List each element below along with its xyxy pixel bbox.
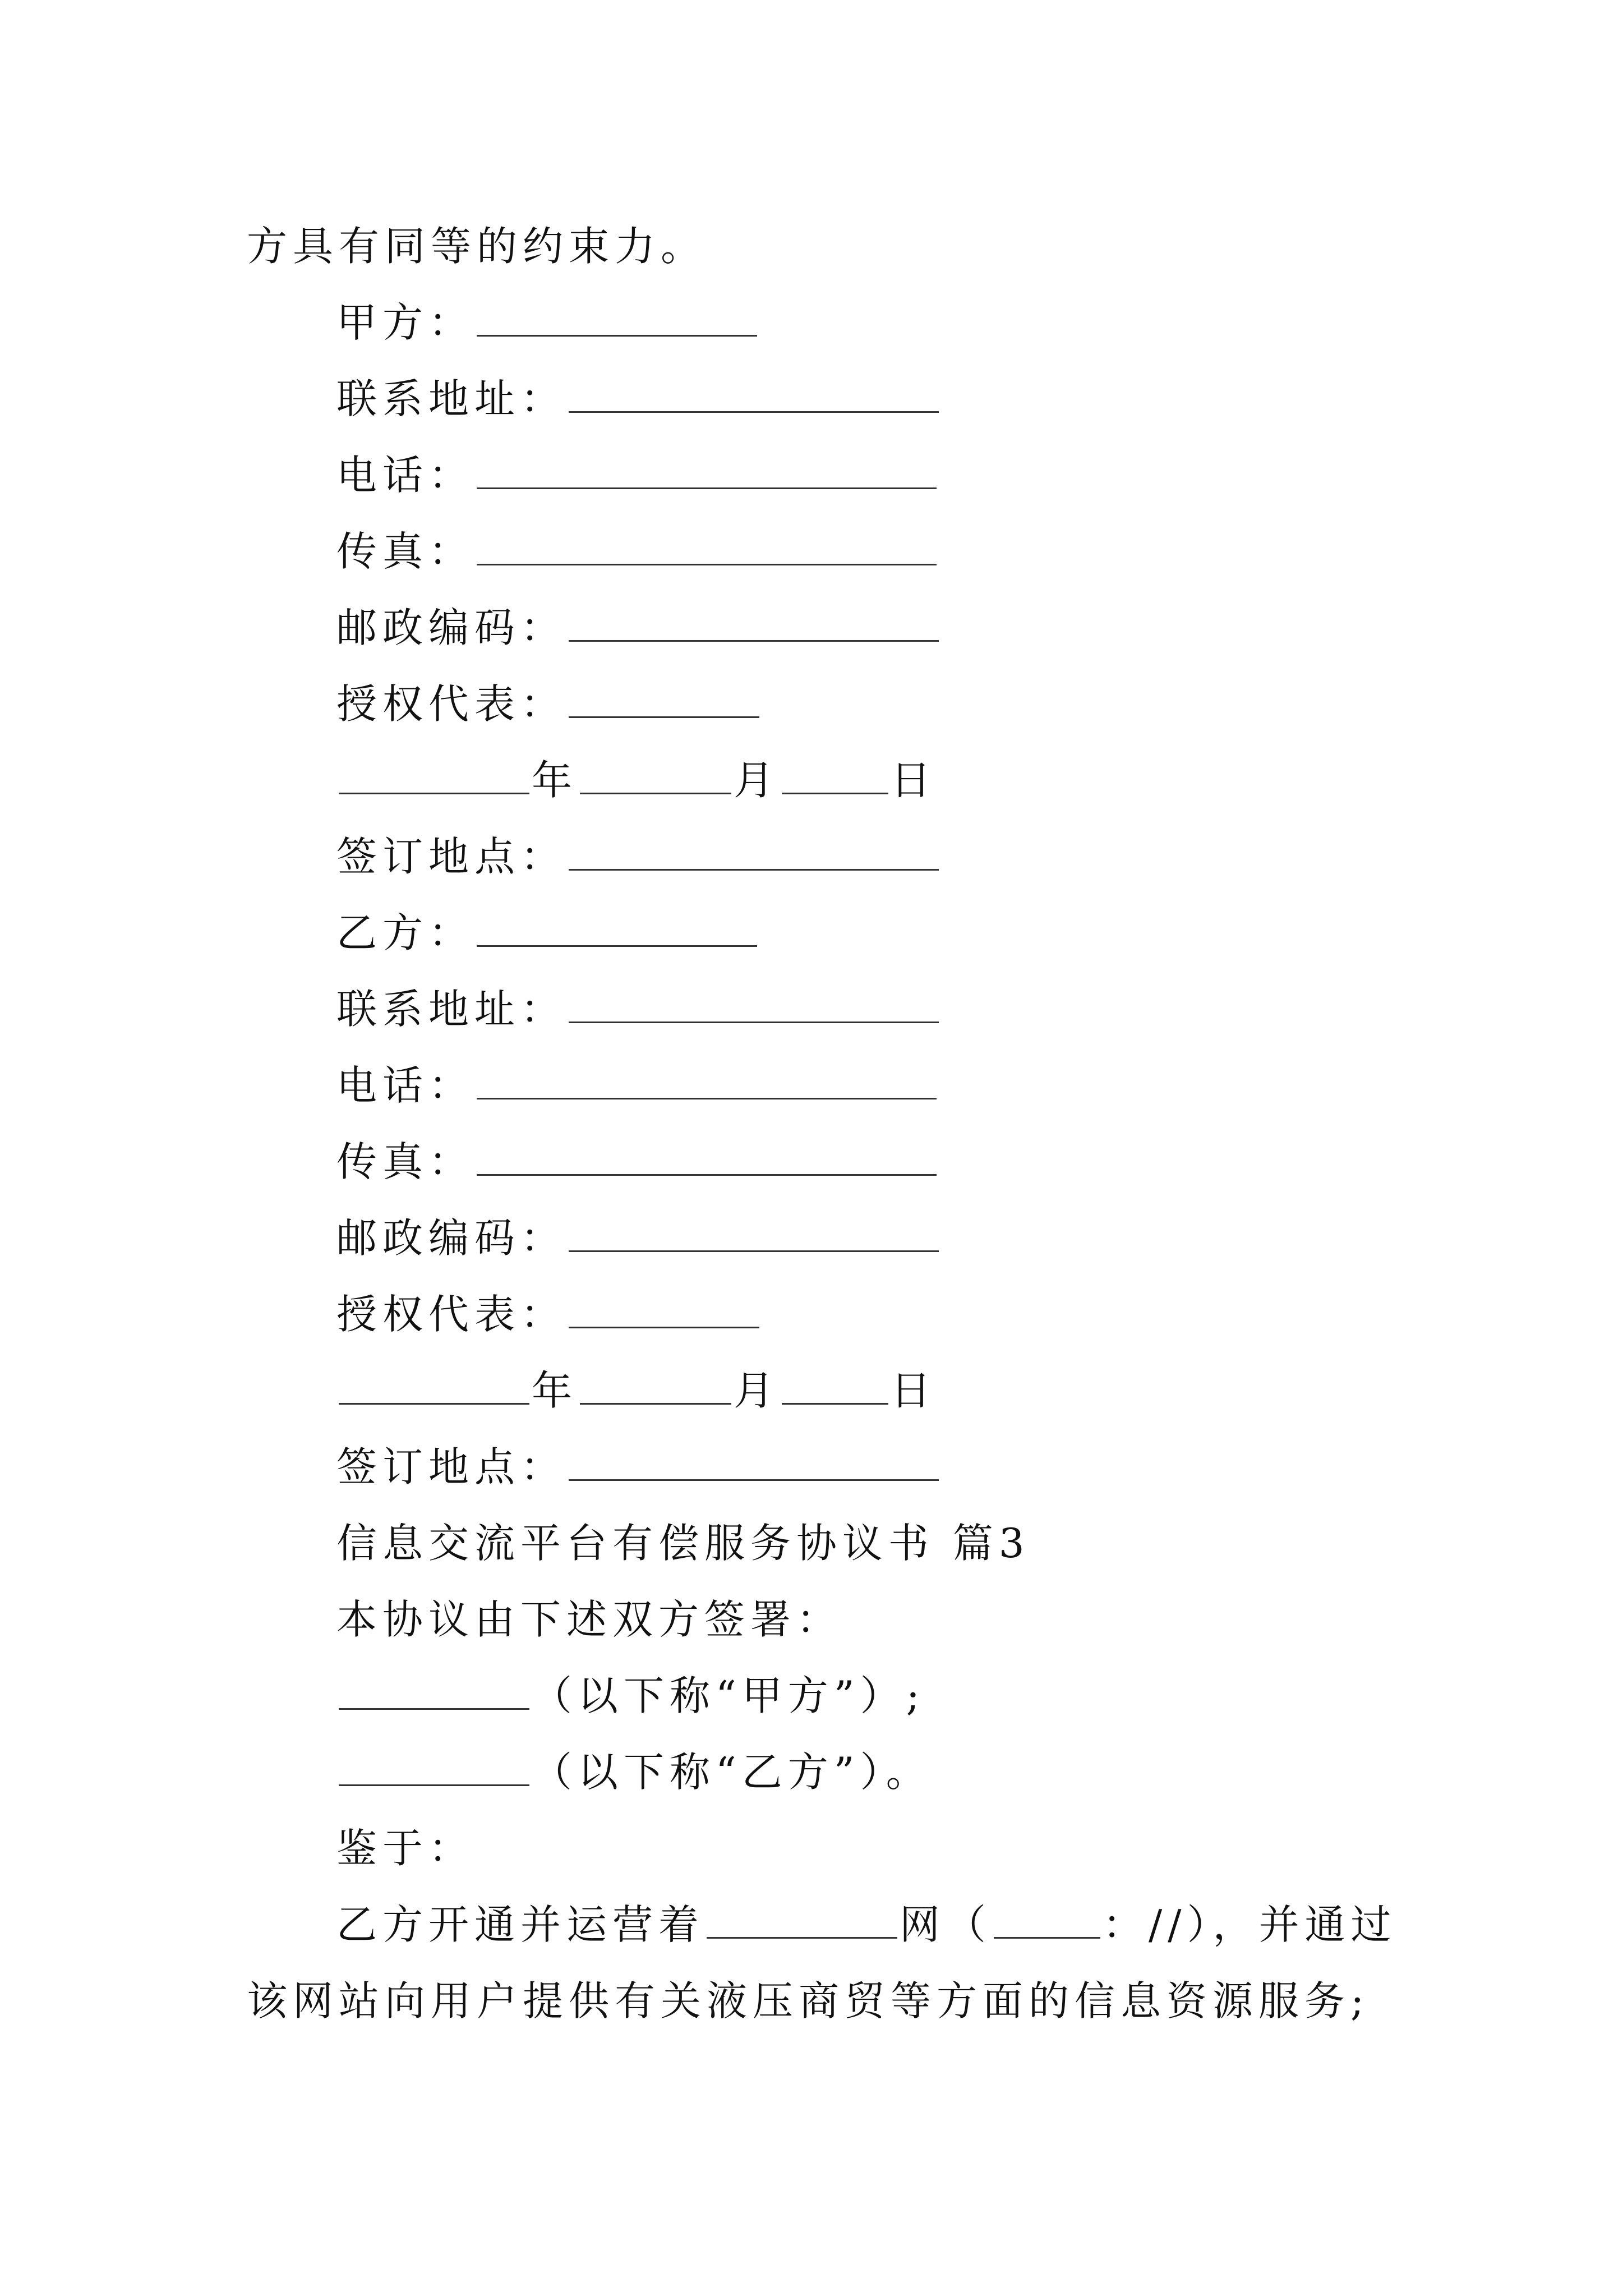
party-a-postcode-label: 邮政编码： bbox=[336, 604, 567, 651]
clause-1-text-a: 乙方开通并运营着 bbox=[336, 1901, 705, 1948]
party-a-date-row bbox=[336, 749, 937, 811]
paragraph-continuation: 方具有同等的约束力。 bbox=[247, 223, 707, 270]
party-b-place-blank bbox=[569, 1444, 939, 1481]
clause-1-line-1 bbox=[336, 1894, 1397, 1955]
party-b-year-label: 年 bbox=[532, 1367, 578, 1414]
intro-paragraph: 本协议由下述双方签署： bbox=[336, 1596, 843, 1643]
whereas-heading: 鉴于： bbox=[336, 1825, 475, 1872]
party-a-year-blank bbox=[339, 758, 529, 794]
party-b-blank bbox=[477, 910, 757, 947]
party-a-definition-row bbox=[336, 1665, 925, 1727]
party-a-address-row bbox=[336, 368, 941, 430]
party-b-month-label: 月 bbox=[734, 1367, 780, 1414]
party-a-phone-row bbox=[336, 444, 939, 506]
party-a-place-blank bbox=[569, 834, 939, 871]
party-b-postcode-row bbox=[336, 1207, 941, 1269]
party-a-rep-label: 授权代表： bbox=[336, 680, 567, 728]
party-a-fax-row bbox=[336, 521, 939, 582]
party-b-address-row bbox=[336, 978, 941, 1040]
clause-1-text-c: ：//），并通过 bbox=[1103, 1901, 1397, 1948]
party-b-month-blank bbox=[580, 1368, 731, 1405]
party-a-definition-blank bbox=[339, 1673, 529, 1710]
section-title: 信息交流平台有偿服务协议书 篇3 bbox=[336, 1520, 1030, 1567]
party-a-name-row bbox=[336, 292, 759, 353]
party-a-definition-text: （以下称“甲方”）; bbox=[532, 1672, 925, 1719]
party-b-phone-row bbox=[336, 1055, 939, 1116]
clause-1-line-2: 该网站向用户提供有关液压商贸等方面的信息资源服务; bbox=[247, 1977, 1370, 2024]
party-a-day-blank bbox=[782, 758, 888, 794]
party-b-name-row bbox=[336, 902, 759, 964]
party-a-rep-row bbox=[336, 673, 762, 735]
party-b-definition-row bbox=[336, 1741, 932, 1803]
party-b-address-label: 联系地址： bbox=[336, 986, 567, 1033]
party-b-date-row bbox=[336, 1360, 937, 1421]
website-name-blank bbox=[707, 1902, 897, 1939]
party-a-place-label: 签订地点： bbox=[336, 833, 567, 880]
party-a-label: 甲方： bbox=[336, 299, 475, 346]
party-a-month-label: 月 bbox=[734, 757, 780, 804]
party-b-day-label: 日 bbox=[891, 1367, 937, 1414]
party-b-rep-blank bbox=[569, 1292, 759, 1328]
party-b-year-blank bbox=[339, 1368, 529, 1405]
party-b-label: 乙方： bbox=[336, 909, 475, 956]
party-b-postcode-blank bbox=[569, 1216, 939, 1252]
party-b-fax-label: 传真： bbox=[336, 1138, 475, 1185]
party-a-address-blank bbox=[569, 376, 939, 413]
party-a-postcode-blank bbox=[569, 605, 939, 642]
party-a-fax-label: 传真： bbox=[336, 528, 475, 575]
party-a-day-label: 日 bbox=[891, 757, 937, 804]
website-protocol-blank bbox=[994, 1902, 1100, 1939]
party-a-month-blank bbox=[580, 758, 731, 794]
party-a-postcode-row bbox=[336, 597, 941, 659]
party-b-place-label: 签订地点： bbox=[336, 1443, 567, 1490]
party-b-phone-label: 电话： bbox=[336, 1062, 475, 1109]
party-b-rep-row bbox=[336, 1283, 762, 1345]
party-a-fax-blank bbox=[477, 529, 937, 565]
party-a-address-label: 联系地址： bbox=[336, 375, 567, 422]
party-a-rep-blank bbox=[569, 682, 759, 718]
party-b-definition-blank bbox=[339, 1750, 529, 1786]
party-b-day-blank bbox=[782, 1368, 888, 1405]
party-a-place-row bbox=[336, 826, 941, 887]
party-b-rep-label: 授权代表： bbox=[336, 1291, 567, 1338]
party-a-phone-blank bbox=[477, 453, 937, 489]
party-a-year-label: 年 bbox=[532, 757, 578, 804]
party-b-place-row bbox=[336, 1436, 941, 1498]
clause-1-text-b: 网（ bbox=[900, 1901, 992, 1948]
party-b-fax-blank bbox=[477, 1139, 937, 1176]
party-b-postcode-label: 邮政编码： bbox=[336, 1214, 567, 1262]
party-a-phone-label: 电话： bbox=[336, 452, 475, 499]
party-b-phone-blank bbox=[477, 1063, 937, 1099]
party-b-definition-text: （以下称“乙方”）。 bbox=[532, 1749, 932, 1796]
party-b-fax-row bbox=[336, 1131, 939, 1193]
party-b-address-blank bbox=[569, 987, 939, 1023]
party-a-blank bbox=[477, 300, 757, 337]
